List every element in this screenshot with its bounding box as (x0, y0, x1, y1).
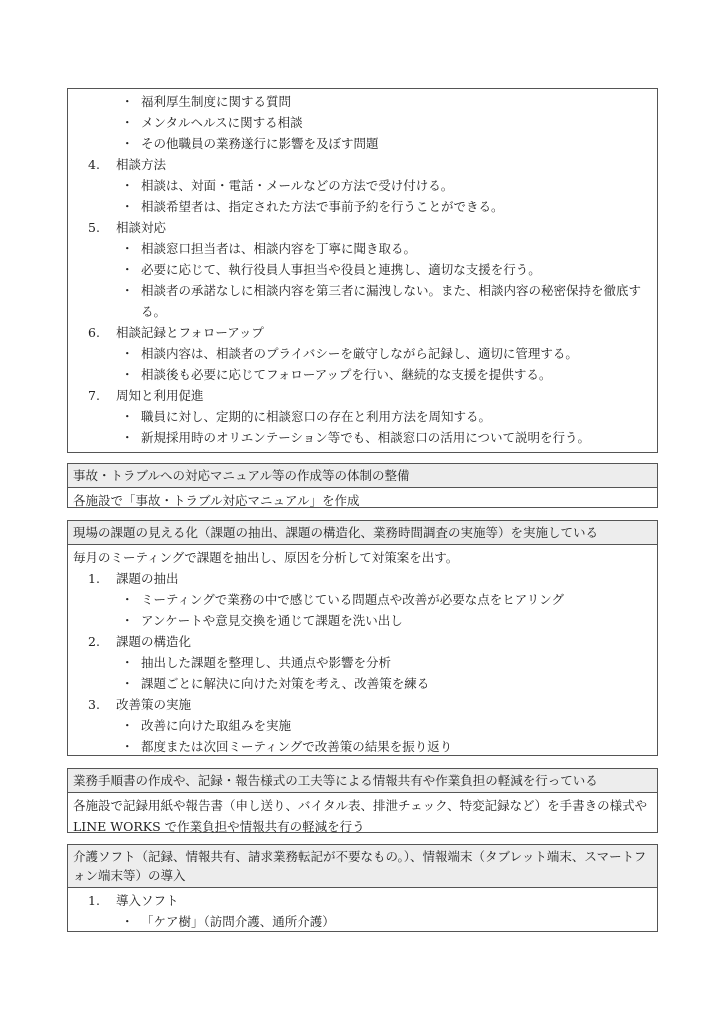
header-line: ォン端末等）の導入 (73, 868, 186, 883)
numbered-item (73, 890, 651, 911)
section-body: 各施設で「事故・トラブル対応マニュアル」を作成 (73, 493, 360, 508)
accident-manual-section (67, 463, 658, 508)
issue-list (73, 568, 651, 757)
bullet-item (73, 673, 651, 694)
item-text: 改善策の実施 (116, 697, 192, 712)
item-text: メンタルヘルスに関する相談 (141, 115, 303, 130)
item-text: 導入ソフト (116, 893, 179, 908)
consultation-section (67, 88, 658, 453)
bullet-icon: ・ (121, 655, 134, 670)
section-body (68, 793, 657, 839)
bullet-item (73, 589, 651, 610)
item-text: 相談者の承諾なしに相談内容を第三者に漏洩しない。また、相談内容の秘密保持を徹底する。 (141, 283, 642, 319)
section-intro: 毎月のミーティングで課題を抽出し、原因を分析して対策案を出す。 (73, 550, 459, 565)
bullet-item (73, 911, 651, 932)
bullet-icon: ・ (121, 136, 134, 151)
bullet-icon: ・ (121, 613, 134, 628)
bullet-item (73, 280, 651, 322)
section-body (68, 888, 657, 934)
bullet-item (73, 196, 651, 217)
section-header (68, 845, 657, 888)
numbered-item (73, 568, 651, 589)
bullet-icon: ・ (121, 409, 134, 424)
bullet-icon: ・ (121, 115, 134, 130)
header-line: 介護ソフト（記録、情報共有、請求業務転記が不要なもの。）、情報端末（タブレット端末、スマートフ (73, 849, 647, 864)
item-number: 1. (88, 893, 100, 908)
item-text: 課題ごとに解決に向けた対策を考え、改善策を練る (141, 676, 430, 691)
item-text: 相談は、対面・電話・メールなどの方法で受け付ける。 (141, 178, 454, 193)
item-text: 相談内容は、相談者のプライバシーを厳守しながら記録し、適切に管理する。 (141, 346, 578, 361)
bullet-item (73, 610, 651, 631)
procedure-manual-section (67, 768, 658, 833)
item-text: 新規採用時のオリエンテーション等でも、相談窓口の活用について説明を行う。 (141, 430, 591, 445)
body-line: LINE WORKS で作業負担や情報共有の軽減を行う (73, 819, 365, 834)
bullet-item (73, 343, 651, 364)
body-line: 各施設で記録用紙や報告書（申し送り、バイタル表、排泄チェック、特変記録など）を手書きの様式や (73, 798, 648, 813)
item-text: 相談方法 (116, 157, 167, 172)
bullet-icon: ・ (121, 199, 134, 214)
item-number: 2. (88, 634, 100, 649)
section-body (68, 545, 657, 759)
item-number: 3. (88, 697, 100, 712)
item-text: 相談窓口担当者は、相談内容を丁寧に聞き取る。 (141, 241, 417, 256)
item-text: 都度または次回ミーティングで改善策の結果を振り返り (141, 739, 453, 754)
bullet-icon: ・ (121, 914, 134, 929)
section-header: 事故・トラブルへの対応マニュアル等の作成等の体制の整備 (68, 464, 657, 488)
numbered-item (73, 694, 651, 715)
bullet-icon: ・ (121, 676, 134, 691)
item-text: 相談記録とフォローアップ (116, 325, 264, 340)
item-text: 課題の抽出 (116, 571, 179, 586)
bullet-item (73, 112, 651, 133)
bullet-item (73, 238, 651, 259)
item-text: 周知と利用促進 (116, 388, 204, 403)
item-number: 5. (88, 220, 100, 235)
bullet-item (73, 406, 651, 427)
bullet-icon: ・ (121, 262, 134, 277)
numbered-item (73, 631, 651, 652)
item-text: ミーティングで業務の中で感じている問題点や改善が必要な点をヒアリング (141, 592, 565, 607)
bullet-item (73, 652, 651, 673)
bullet-icon: ・ (121, 739, 134, 754)
item-text: 「ケア樹」（訪問介護、通所介護） (141, 914, 335, 929)
bullet-icon: ・ (121, 241, 134, 256)
item-text: 改善に向けた取組みを実施 (141, 718, 292, 733)
item-text: 相談対応 (116, 220, 167, 235)
issue-visualization-section (67, 520, 658, 756)
bullet-icon: ・ (121, 430, 134, 445)
numbered-item (73, 154, 651, 175)
item-number: 6. (88, 325, 100, 340)
bullet-item (73, 427, 651, 448)
bullet-icon: ・ (121, 592, 134, 607)
item-text: 職員に対し、定期的に相談窓口の存在と利用方法を周知する。 (141, 409, 492, 424)
section-header: 現場の課題の見える化（課題の抽出、課題の構造化、業務時間調査の実施等）を実施している (68, 521, 657, 545)
item-text: 抽出した課題を整理し、共通点や影響を分析 (141, 655, 392, 670)
item-text: アンケートや意見交換を通じて課題を洗い出し (141, 613, 403, 628)
consultation-list (68, 89, 657, 450)
item-text: 相談希望者は、指定された方法で事前予約を行うことができる。 (141, 199, 504, 214)
bullet-icon: ・ (121, 283, 134, 298)
numbered-item (73, 322, 651, 343)
item-text: 必要に応じて、執行役員人事担当や役員と連携し、適切な支援を行う。 (141, 262, 541, 277)
bullet-item (73, 133, 651, 154)
bullet-item (73, 364, 651, 385)
section-header: 業務手順書の作成や、記録・報告様式の工夫等による情報共有や作業負担の軽減を行っている (68, 769, 657, 793)
bullet-icon: ・ (121, 367, 134, 382)
item-number: 1. (88, 571, 100, 586)
numbered-item (73, 385, 651, 406)
bullet-item (73, 91, 651, 112)
bullet-item (73, 736, 651, 757)
numbered-item (73, 217, 651, 238)
item-number: 4. (88, 157, 100, 172)
bullet-icon: ・ (121, 178, 134, 193)
bullet-icon: ・ (121, 718, 134, 733)
bullet-icon: ・ (121, 94, 134, 109)
bullet-item (73, 175, 651, 196)
item-text: その他職員の業務遂行に影響を及ぼす問題 (141, 136, 379, 151)
item-text: 福利厚生制度に関する質問 (141, 94, 292, 109)
item-text: 課題の構造化 (116, 634, 192, 649)
item-text: 相談後も必要に応じてフォローアップを行い、継続的な支援を提供する。 (141, 367, 552, 382)
bullet-icon: ・ (121, 346, 134, 361)
item-number: 7. (88, 388, 100, 403)
bullet-item (73, 715, 651, 736)
care-software-section (67, 844, 658, 932)
bullet-item (73, 259, 651, 280)
